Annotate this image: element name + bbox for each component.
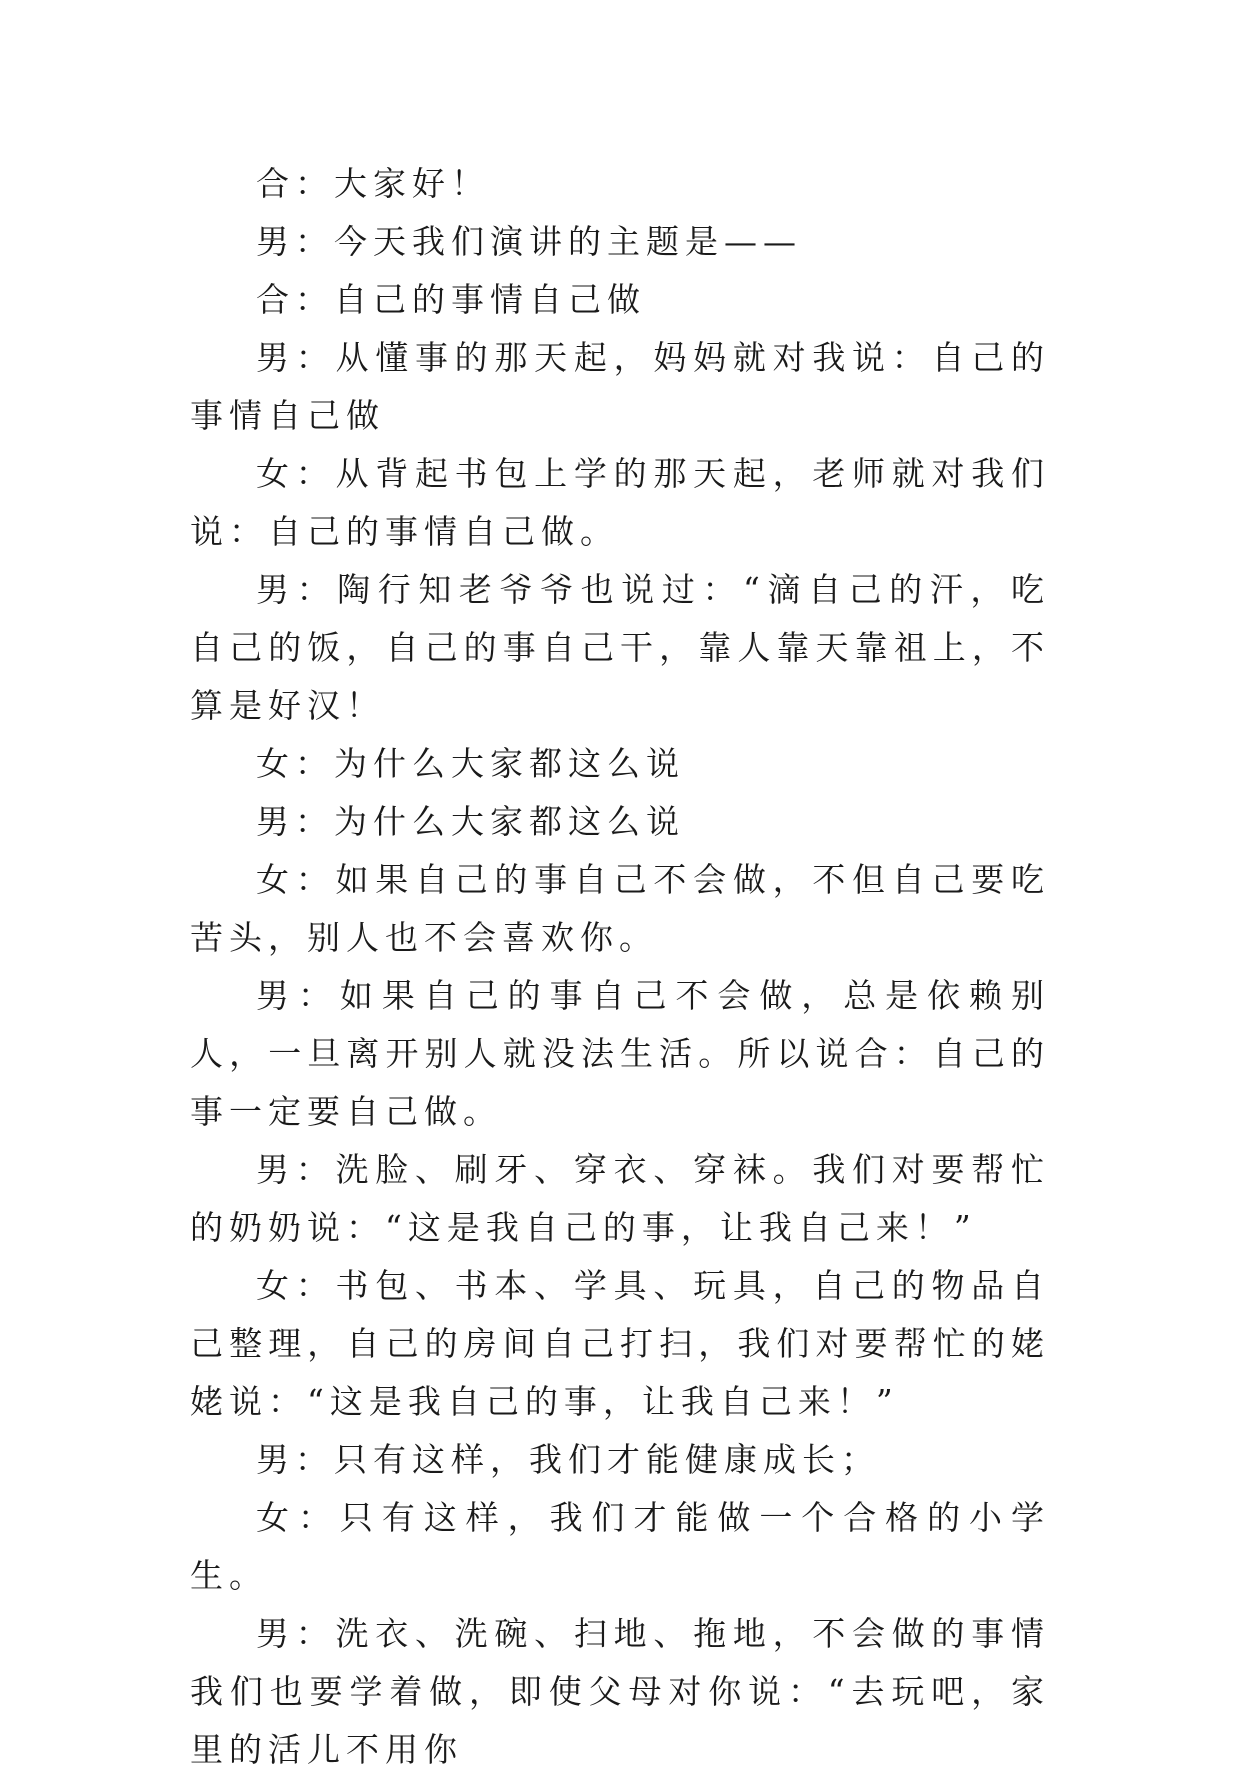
paragraph: 男：只有这样，我们才能健康成长；: [256, 1440, 880, 1479]
paragraph: 合：大家好！: [256, 164, 490, 203]
paragraph: 男：陶行知老爷爷也说过：“滴自己的汗，吃自己的饭，自己的事自己干，靠人靠天靠祖上，不算是好汉！: [190, 570, 1050, 725]
paragraph: 男：洗衣、洗碗、扫地、拖地，不会做的事情我们也要学着做，即使父母对你说：“去玩吧，家里的活儿不用你: [190, 1614, 1050, 1769]
paragraph: 女：如果自己的事自己不会做，不但自己要吃苦头，别人也不会喜欢你。: [190, 860, 1050, 957]
paragraph: 女：书包、书本、学具、玩具，自己的物品自己整理，自己的房间自己打扫，我们对要帮忙的姥姥说：“这是我自己的事，让我自己来！”: [190, 1266, 1050, 1421]
paragraph: 女：从背起书包上学的那天起，老师就对我们说：自己的事情自己做。: [190, 454, 1050, 551]
paragraph: 男：今天我们演讲的主题是——: [256, 222, 802, 261]
paragraph: 男：如果自己的事自己不会做，总是依赖别人，一旦离开别人就没法生活。所以说合：自己的事一定要自己做。: [190, 976, 1050, 1131]
paragraph: 女：为什么大家都这么说: [256, 744, 685, 783]
paragraph: 男：从懂事的那天起，妈妈就对我说：自己的事情自己做: [190, 338, 1050, 435]
paragraph: 男：为什么大家都这么说: [256, 802, 685, 841]
paragraph: 男：洗脸、刷牙、穿衣、穿袜。我们对要帮忙的奶奶说：“这是我自己的事，让我自己来！”: [190, 1150, 1050, 1247]
document-body: [190, 155, 1050, 1779]
paragraph: 女：只有这样，我们才能做一个合格的小学生。: [190, 1498, 1050, 1595]
paragraph: 合：自己的事情自己做: [256, 280, 646, 319]
